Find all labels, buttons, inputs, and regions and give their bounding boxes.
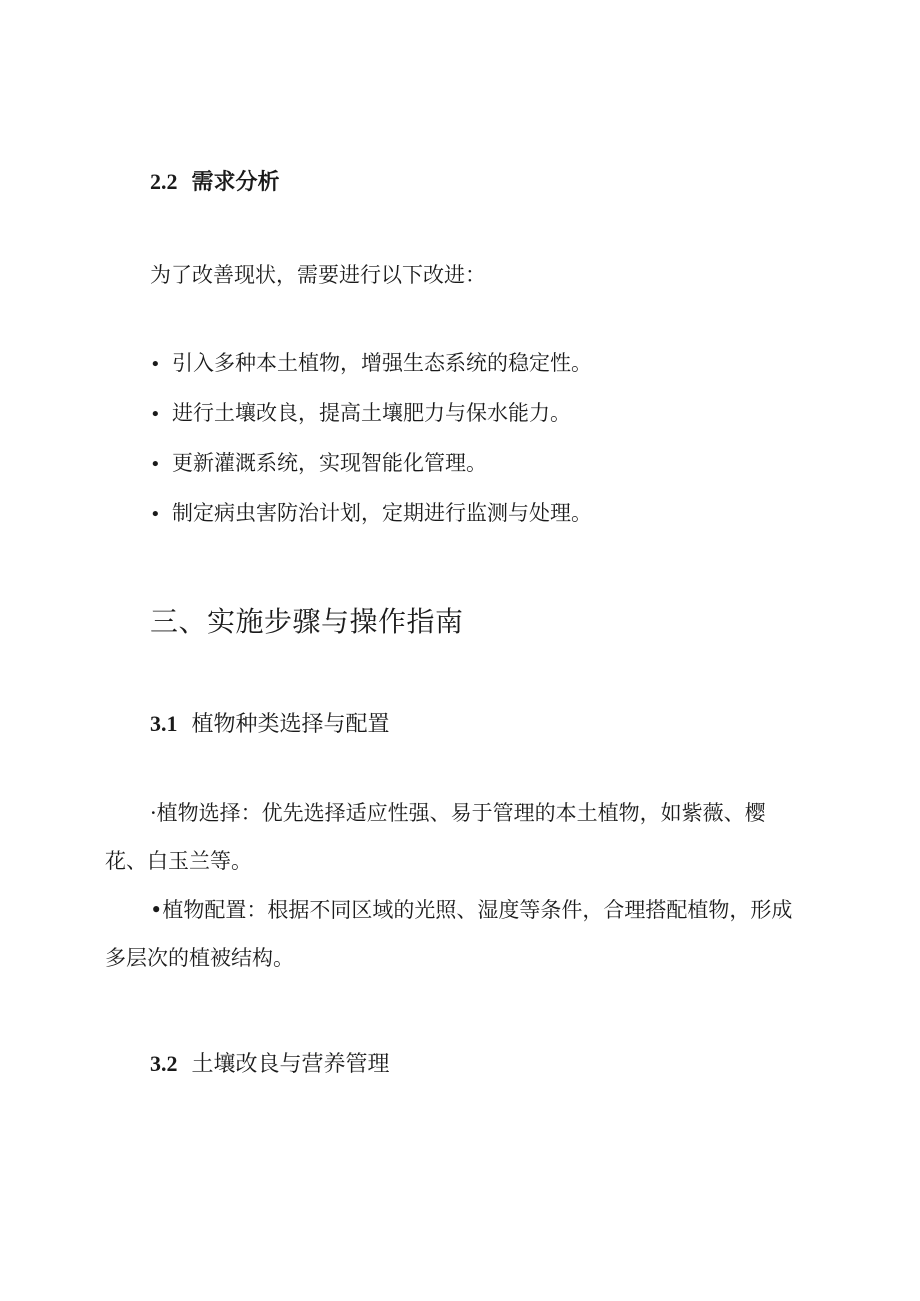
section-heading-2-2 — [150, 165, 280, 196]
bullet-icon: • — [150, 354, 161, 375]
list-item — [150, 395, 592, 445]
list-item — [150, 445, 592, 495]
bullet-icon: • — [150, 404, 161, 425]
list-item-text: 更新灌溉系统，实现智能化管理。 — [172, 451, 487, 475]
bullet-icon: • — [150, 454, 161, 475]
section-title: 土壤改良与营养管理 — [191, 1052, 390, 1077]
list-item — [150, 345, 592, 395]
list-item — [150, 495, 592, 545]
intro-text: 为了改善现状，需要进行以下改进： — [150, 263, 486, 287]
section-heading-3-2 — [150, 1047, 390, 1078]
bullet-icon: • — [150, 504, 161, 525]
chapter-heading-3: 三、实施步骤与操作指南 — [150, 605, 464, 638]
improvement-list — [150, 345, 592, 545]
section-title: 植物种类选择与配置 — [191, 712, 390, 737]
list-item-text: 引入多种本土植物，增强生态系统的稳定性。 — [172, 351, 592, 375]
paragraph-plant-selection: ·植物选择：优先选择适应性强、易于管理的本土植物，如紫薇、樱花、白玉兰等。 — [105, 801, 766, 873]
section-title: 需求分析 — [191, 170, 280, 195]
section-number: 3.1 — [150, 711, 178, 736]
list-item-text: 制定病虫害防治计划，定期进行监测与处理。 — [172, 501, 592, 525]
section-number: 2.2 — [150, 169, 178, 194]
list-item-text: 进行土壤改良，提高土壤肥力与保水能力。 — [172, 401, 571, 425]
section-number: 3.2 — [150, 1051, 178, 1076]
section-heading-3-1 — [150, 707, 390, 738]
paragraph-plant-configuration: •植物配置：根据不同区域的光照、湿度等条件，合理搭配植物，形成多层次的植被结构。 — [105, 898, 793, 970]
